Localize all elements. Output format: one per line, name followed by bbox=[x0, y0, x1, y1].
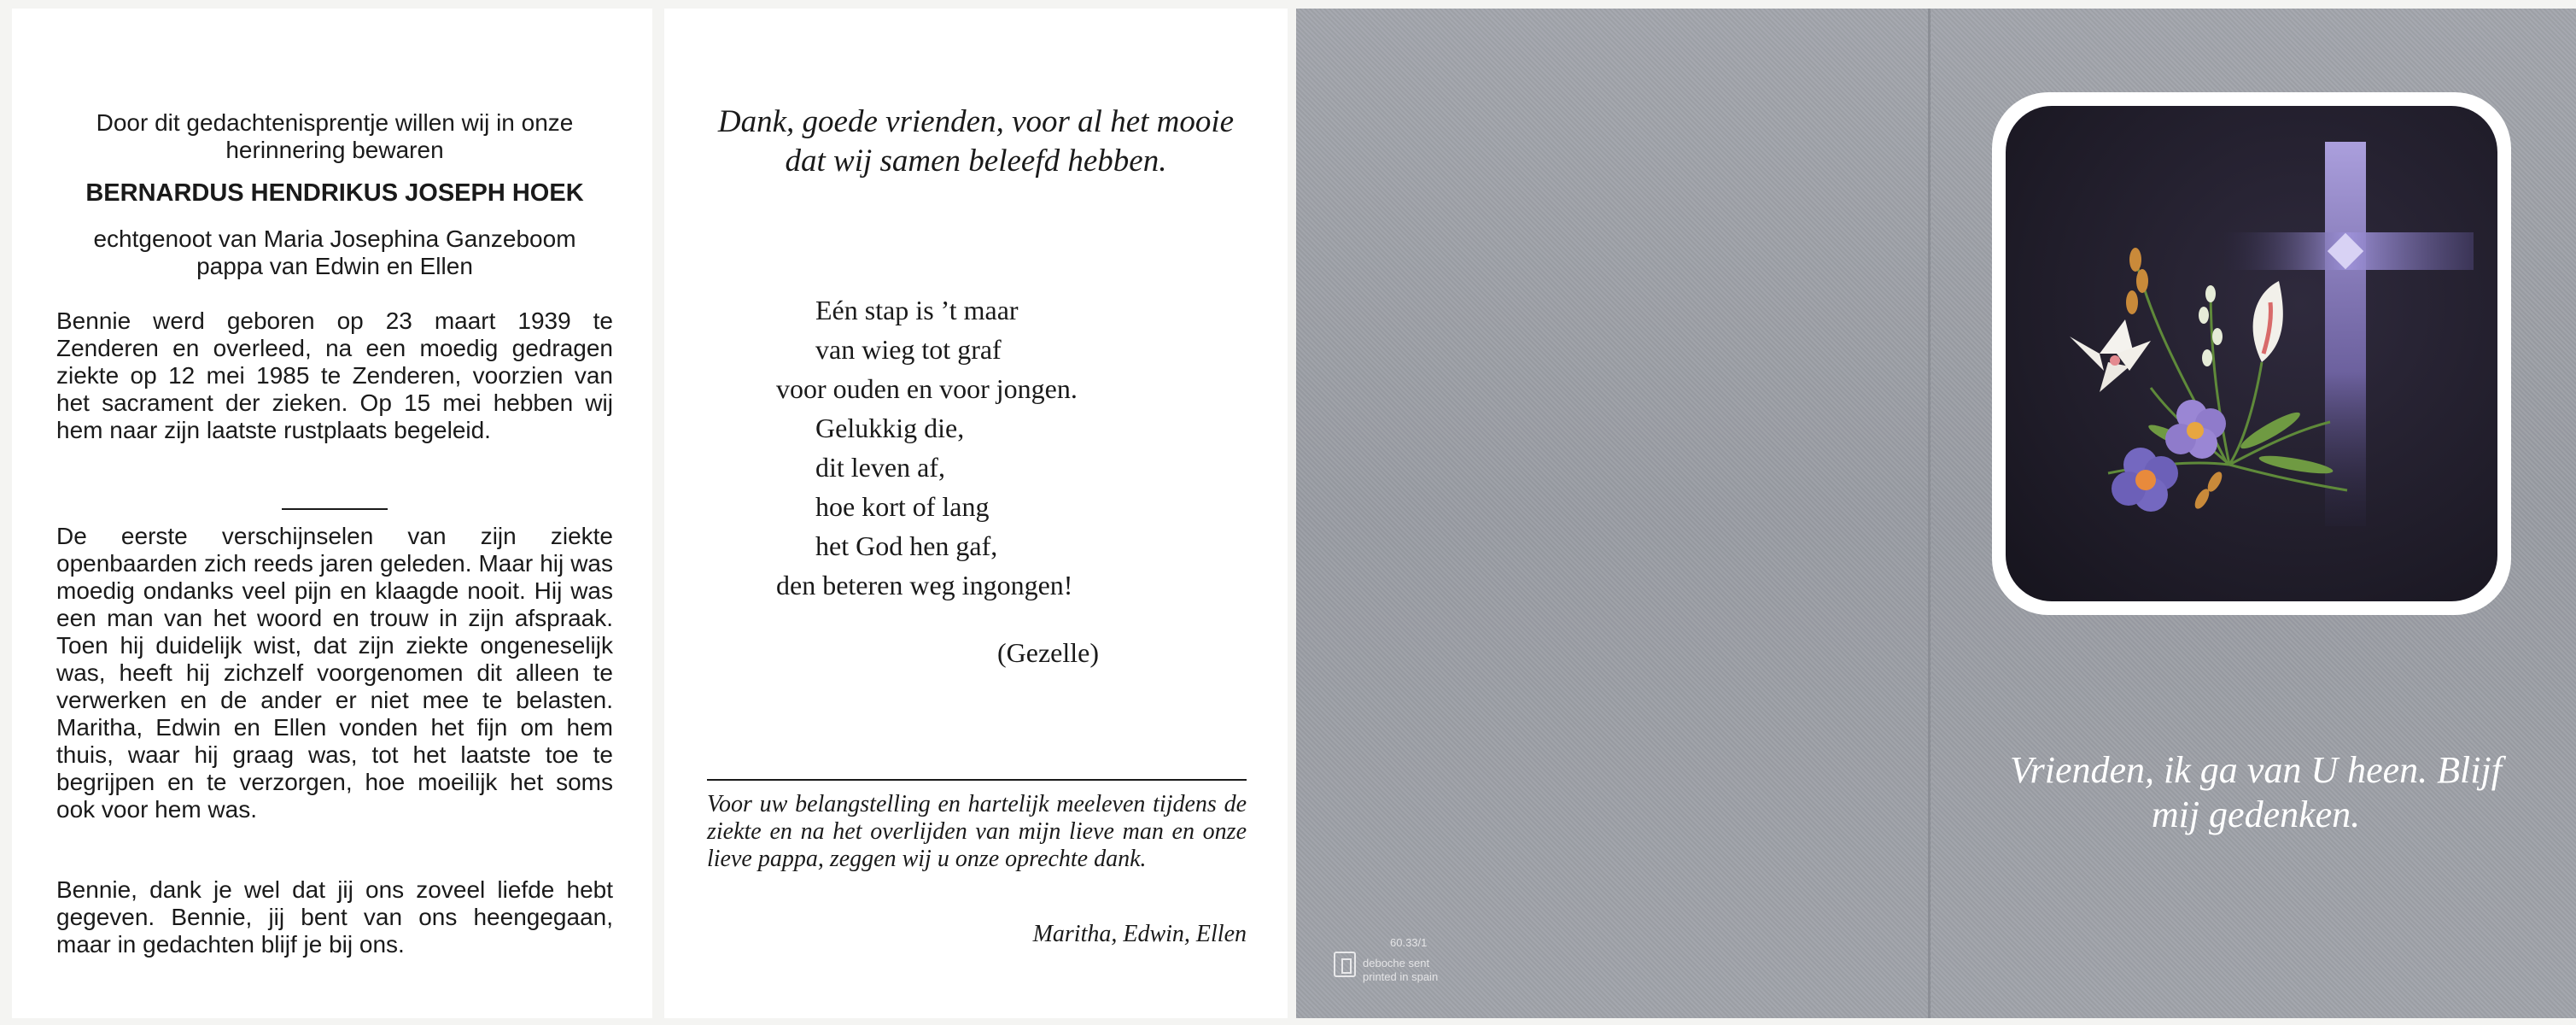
calla-flower bbox=[2253, 281, 2283, 362]
cover-verse: Vrienden, ik ga van U heen. Blijf mij gedenken. bbox=[2010, 749, 2502, 835]
cross-flowers-illustration bbox=[2006, 106, 2497, 601]
poem-line: Eén stap is ’t maar bbox=[815, 295, 1019, 325]
biography-paragraph-1: Bennie werd geboren op 23 maart 1939 te Zenderen en overleed, na een moedig gedragen ziekte op 12 mei 1985 te Zenderen, voorzien van het sacrament der zieken. Op 15 mei hebben wij hem naar zijn laatste rustplaats begeleid. bbox=[56, 308, 613, 443]
deceased-name: BERNARDUS HENDRIKUS JOSEPH HOEK bbox=[85, 179, 584, 207]
poem-line: den beteren weg ingongen! bbox=[776, 570, 1073, 600]
blue-flower bbox=[2112, 448, 2178, 512]
poem-line: voor ouden en voor jongen. bbox=[776, 373, 1078, 404]
poem-line: het God hen gaf, bbox=[815, 530, 998, 561]
signature: Maritha, Edwin, Ellen bbox=[1032, 921, 1247, 947]
flower-bouquet-icon bbox=[2070, 248, 2347, 512]
lily-flower bbox=[2070, 319, 2151, 392]
publisher-name: deboche sent bbox=[1363, 957, 1430, 969]
printed-in-text: printed in spain bbox=[1363, 970, 1439, 983]
poem-line: dit leven af, bbox=[815, 452, 945, 483]
publisher-logo-icon bbox=[1334, 952, 1356, 977]
picture-frame bbox=[1992, 92, 2511, 615]
acknowledgement-text: Voor uw belangstelling en hartelijk meeleven tijdens de ziekte en na het overlijden van mijn lieve man en onze lieve pappa, zeggen wij u onze oprechte dank. bbox=[707, 791, 1247, 872]
inside-left-panel bbox=[12, 9, 652, 1018]
biography-paragraph-3: Bennie, dank je wel dat jij ons zoveel liefde hebt gegeven. Bennie, jij bent van ons heengegaan, maar in gedachten blijf je bij ons. bbox=[56, 876, 613, 958]
poem-credit: (Gezelle) bbox=[997, 637, 1100, 668]
card-code: 60.33/1 bbox=[1390, 936, 1428, 949]
poem-line: hoe kort of lang bbox=[815, 491, 990, 522]
section-divider bbox=[707, 779, 1247, 781]
parent-line: pappa van Edwin en Ellen bbox=[196, 253, 473, 279]
spouse-line: echtgenoot van Maria Josephina Ganzeboom bbox=[93, 226, 576, 252]
poem-line: van wieg tot graf bbox=[815, 334, 1002, 365]
front-cover-panel bbox=[1931, 9, 2576, 1018]
cross-flowers-picture bbox=[2006, 106, 2497, 601]
section-divider bbox=[282, 508, 388, 510]
back-cover-panel bbox=[1296, 9, 1931, 1018]
poem-line: Gelukkig die, bbox=[815, 413, 965, 443]
purple-flower bbox=[2165, 400, 2226, 459]
inside-right-panel bbox=[664, 9, 1288, 1018]
thanks-heading: Dank, goede vrienden, voor al het mooie dat wij samen beleefd hebben. bbox=[717, 104, 1235, 179]
biography-paragraph-2: De eerste verschijnselen van zijn ziekte openbaarden zich reeds jaren geleden. Maar hij was moedig ondanks veel pijn en klaagde nooit. Hij was een man van het woord en trouw in zijn afspraak. Toen hij duidelijk wist, dat zijn ziekte ongeneselijk was, heeft hij zichzelf voorgenomen dit alleen te verwerken en de ander er niet mee te belasten. Maritha, Edwin en Ellen vonden het fijn om hem thuis, waar hij graag was, tot het laatste toe te begrijpen en te verzorgen, hoe moeilijk het soms ook voor hem was. bbox=[56, 523, 613, 823]
card-fold-line bbox=[1928, 9, 1931, 1018]
intro-text: Door dit gedachtenisprentje willen wij in onze herinnering bewaren bbox=[96, 109, 574, 163]
